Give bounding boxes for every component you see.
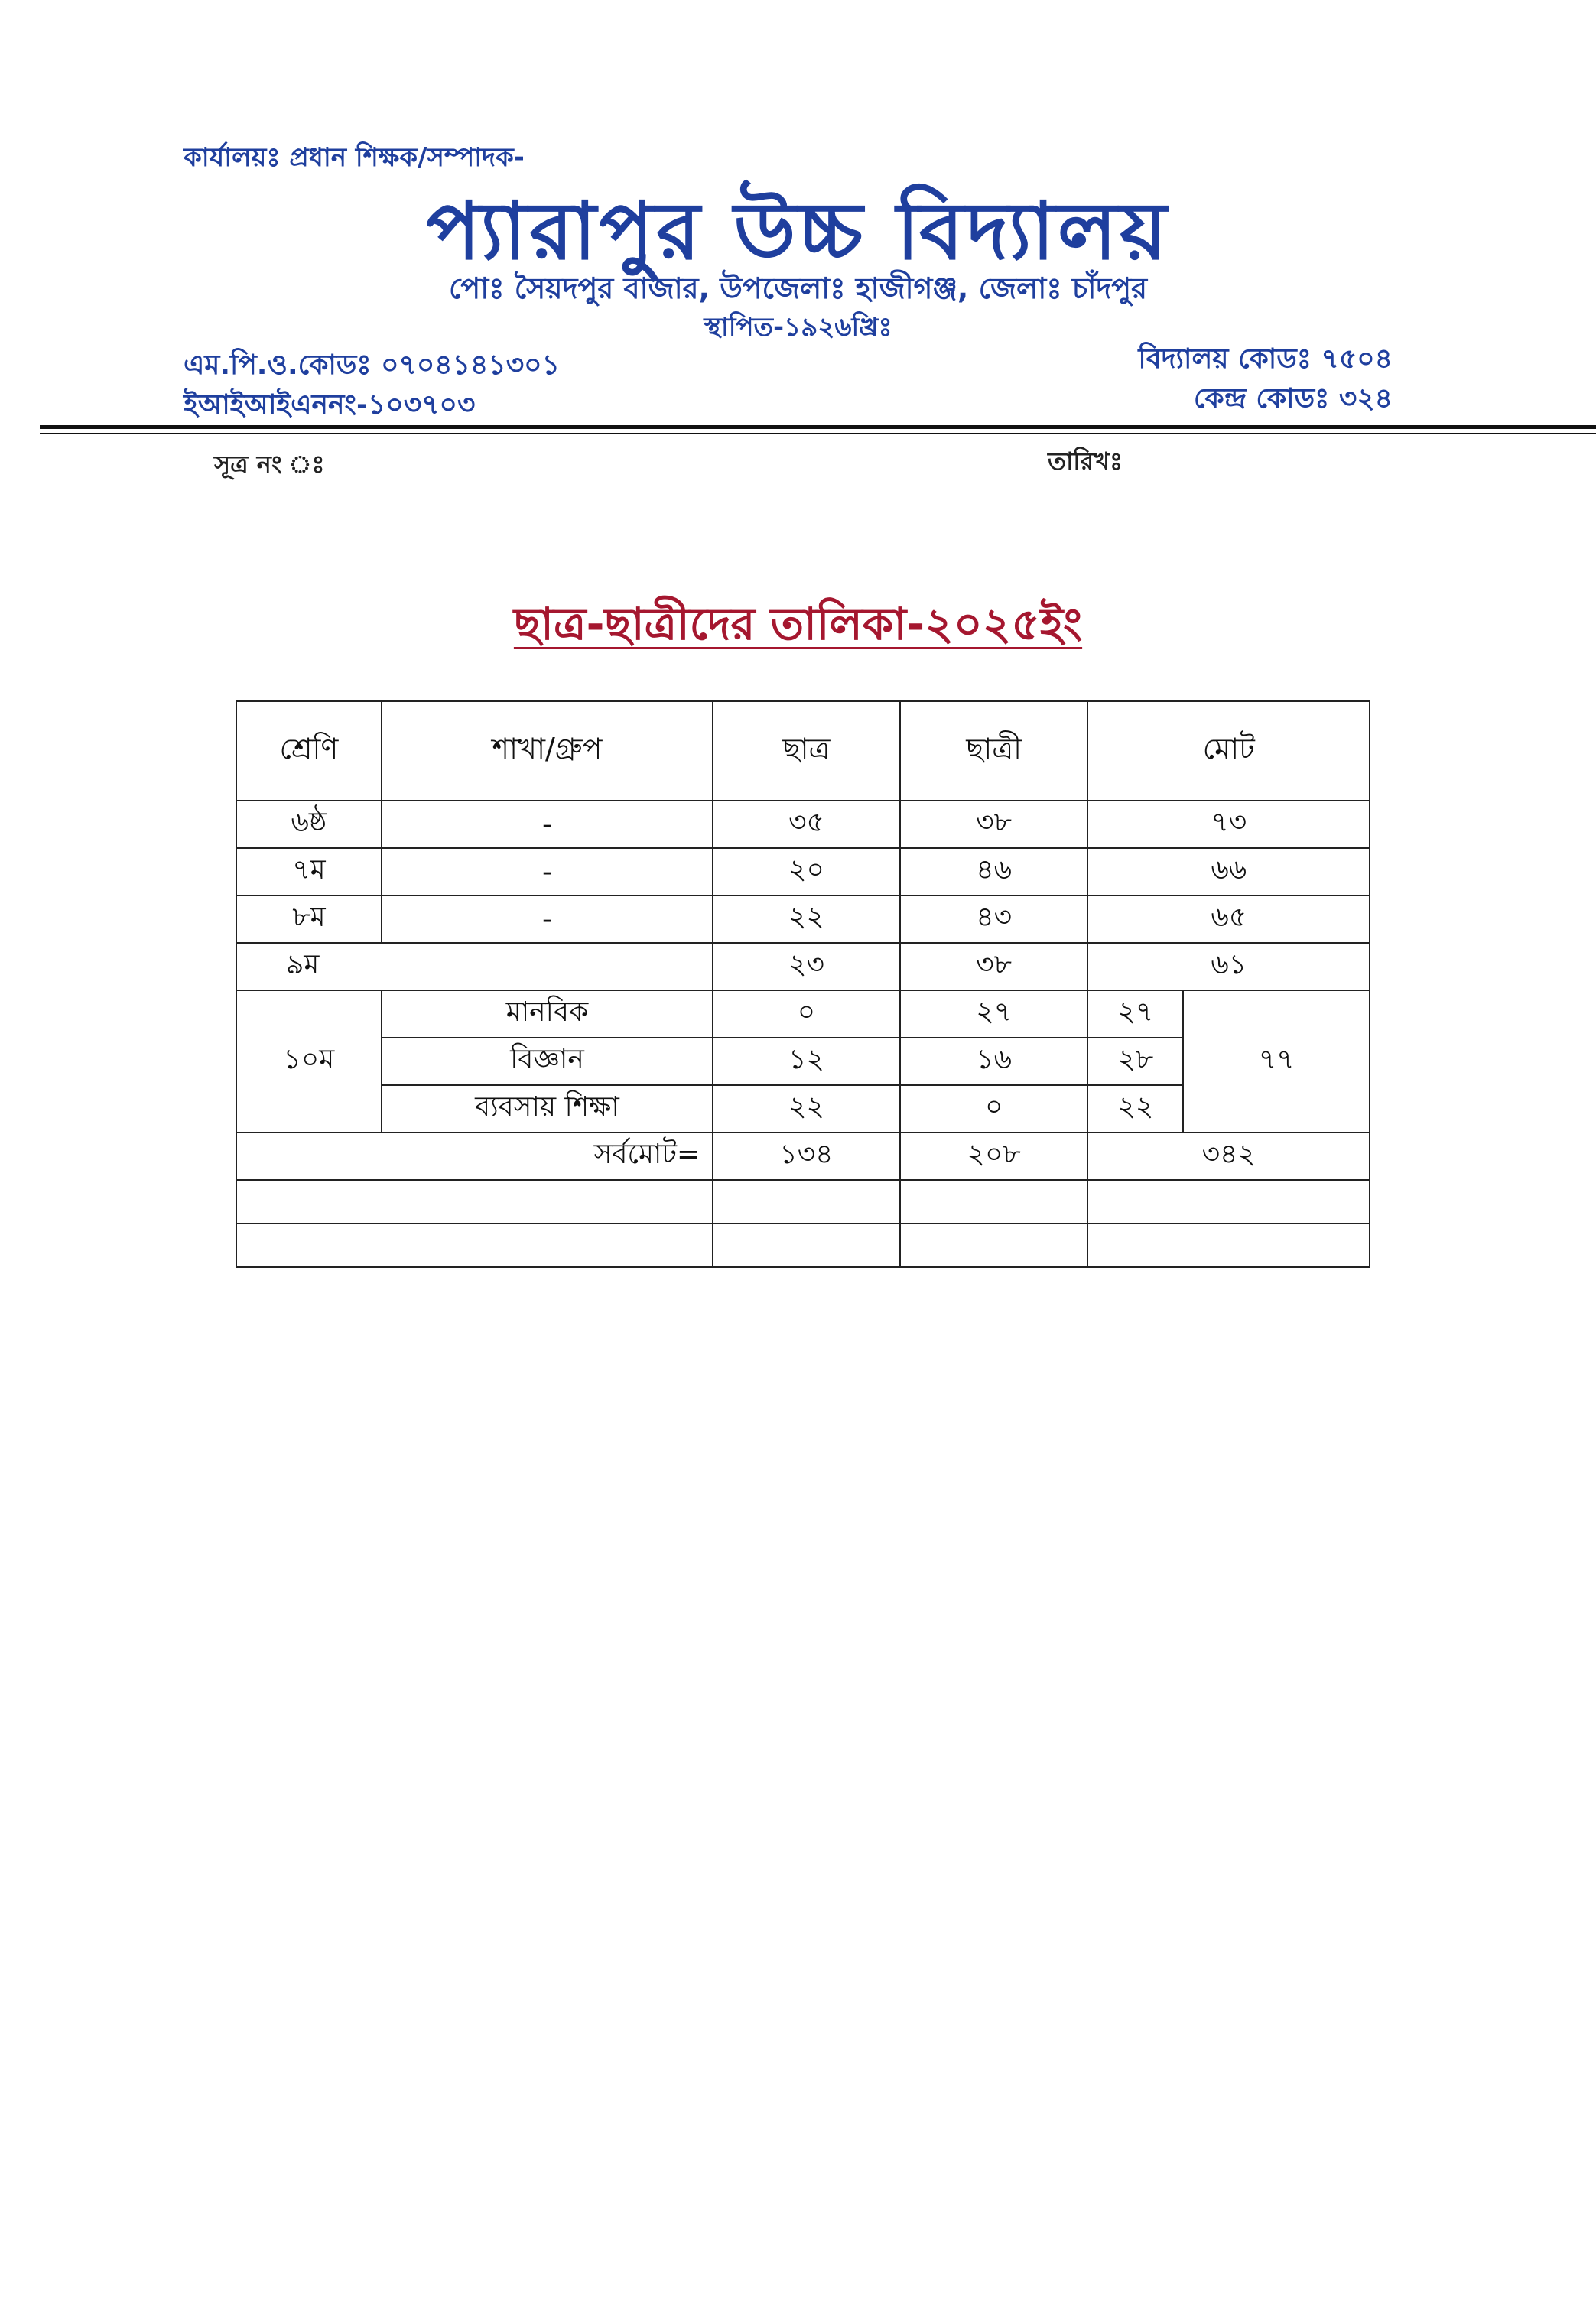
grand-total-value: ৩৪২ [1087,1133,1370,1180]
cell-total: ৬৫ [1087,895,1370,943]
cell-class: ৭ম [236,848,382,895]
cell-class: ৮ম [236,895,382,943]
cell-girls: ০ [900,1085,1088,1133]
mpo-code: এম.পি.ও.কোডঃ ০৭০৪১৪১৩০১ [184,349,560,381]
cell-total: ৬৬ [1087,848,1370,895]
cell-total: ৭৩ [1087,801,1370,848]
grand-total-row [236,1133,1370,1180]
cell-group: মানবিক [382,990,713,1038]
cell-boys: ২৩ [713,943,900,990]
cell-girls: ১৬ [900,1038,1088,1085]
established-year: স্থাপিত-১৯২৬খ্রিঃ [704,312,892,343]
cell-boys: ২২ [713,895,900,943]
header-boys: ছাত্র [713,701,900,801]
empty-cell [900,1180,1088,1224]
cell-total: ৭৭ [1183,990,1370,1133]
cell-boys: ২০ [713,848,900,895]
cell-class: ৬ষ্ঠ [236,801,382,848]
header-divider-thin [40,433,1596,434]
header-girls: ছাত্রী [900,701,1088,801]
date-label: তারিখঃ [1048,447,1123,476]
table-header-row [236,701,1370,801]
cell-group: বিজ্ঞান [382,1038,713,1085]
empty-cell [713,1224,900,1267]
reference-number-label: সূত্র নং ঃ [214,450,325,479]
cell-girls: ৪৩ [900,895,1088,943]
grand-total-boys: ১৩৪ [713,1133,900,1180]
cell-girls: ৩৮ [900,943,1088,990]
cell-subtotal: ২২ [1087,1085,1183,1133]
cell-class: ১০ম [236,990,382,1133]
grand-total-label: সর্বমোট= [236,1133,713,1180]
student-table [236,700,1370,1268]
cell-boys: ০ [713,990,900,1038]
center-code: কেন্দ্র কোডঃ ৩২৪ [1193,383,1393,414]
empty-cell [1087,1224,1370,1267]
header-total: মোট [1087,701,1370,801]
school-name: প্যারাপুর উচ্চ বিদ্যালয় [426,184,1170,278]
school-code: বিদ্যালয় কোডঃ ৭৫০৪ [1138,343,1393,375]
cell-boys: ১২ [713,1038,900,1085]
cell-girls: ৪৬ [900,848,1088,895]
empty-row [236,1180,1370,1224]
header-group: শাখা/গ্রুপ [382,701,713,801]
cell-total: ৬১ [1087,943,1370,990]
table-row [236,990,1370,1038]
school-address: পোঃ সৈয়দপুর বাজার, উপজেলাঃ হাজীগঞ্জ, জেলাঃ চাঁদপুর [448,271,1148,305]
table-title: ছাত্র-ছাত্রীদের তালিকা-২০২৫ইং [513,598,1083,650]
cell-group: - [382,801,713,848]
header-divider [40,425,1596,429]
cell-girls: ২৭ [900,990,1088,1038]
cell-group: - [382,895,713,943]
table-row [236,895,1370,943]
table-row [236,801,1370,848]
codes-right [1138,340,1393,419]
codes-left [184,346,560,425]
empty-cell [1087,1180,1370,1224]
cell-group: - [382,848,713,895]
table-row [236,943,1370,990]
table-row [236,848,1370,895]
header-class: শ্রেণি [236,701,382,801]
cell-girls: ৩৮ [900,801,1088,848]
empty-row [236,1224,1370,1267]
cell-boys: ২২ [713,1085,900,1133]
empty-cell [900,1224,1088,1267]
cell-boys: ৩৫ [713,801,900,848]
empty-cell [236,1224,713,1267]
cell-group: ব্যবসায় শিক্ষা [382,1085,713,1133]
empty-cell [713,1180,900,1224]
cell-subtotal: ২৭ [1087,990,1183,1038]
eiin-number: ইআইআইএননং-১০৩৭০৩ [184,389,476,421]
cell-subtotal: ২৮ [1087,1038,1183,1085]
grand-total-girls: ২০৮ [900,1133,1088,1180]
empty-cell [236,1180,713,1224]
cell-class: ৯ম [236,943,713,990]
office-line: কার্যালয়ঃ প্রধান শিক্ষক/সম্পাদক- [184,142,525,173]
